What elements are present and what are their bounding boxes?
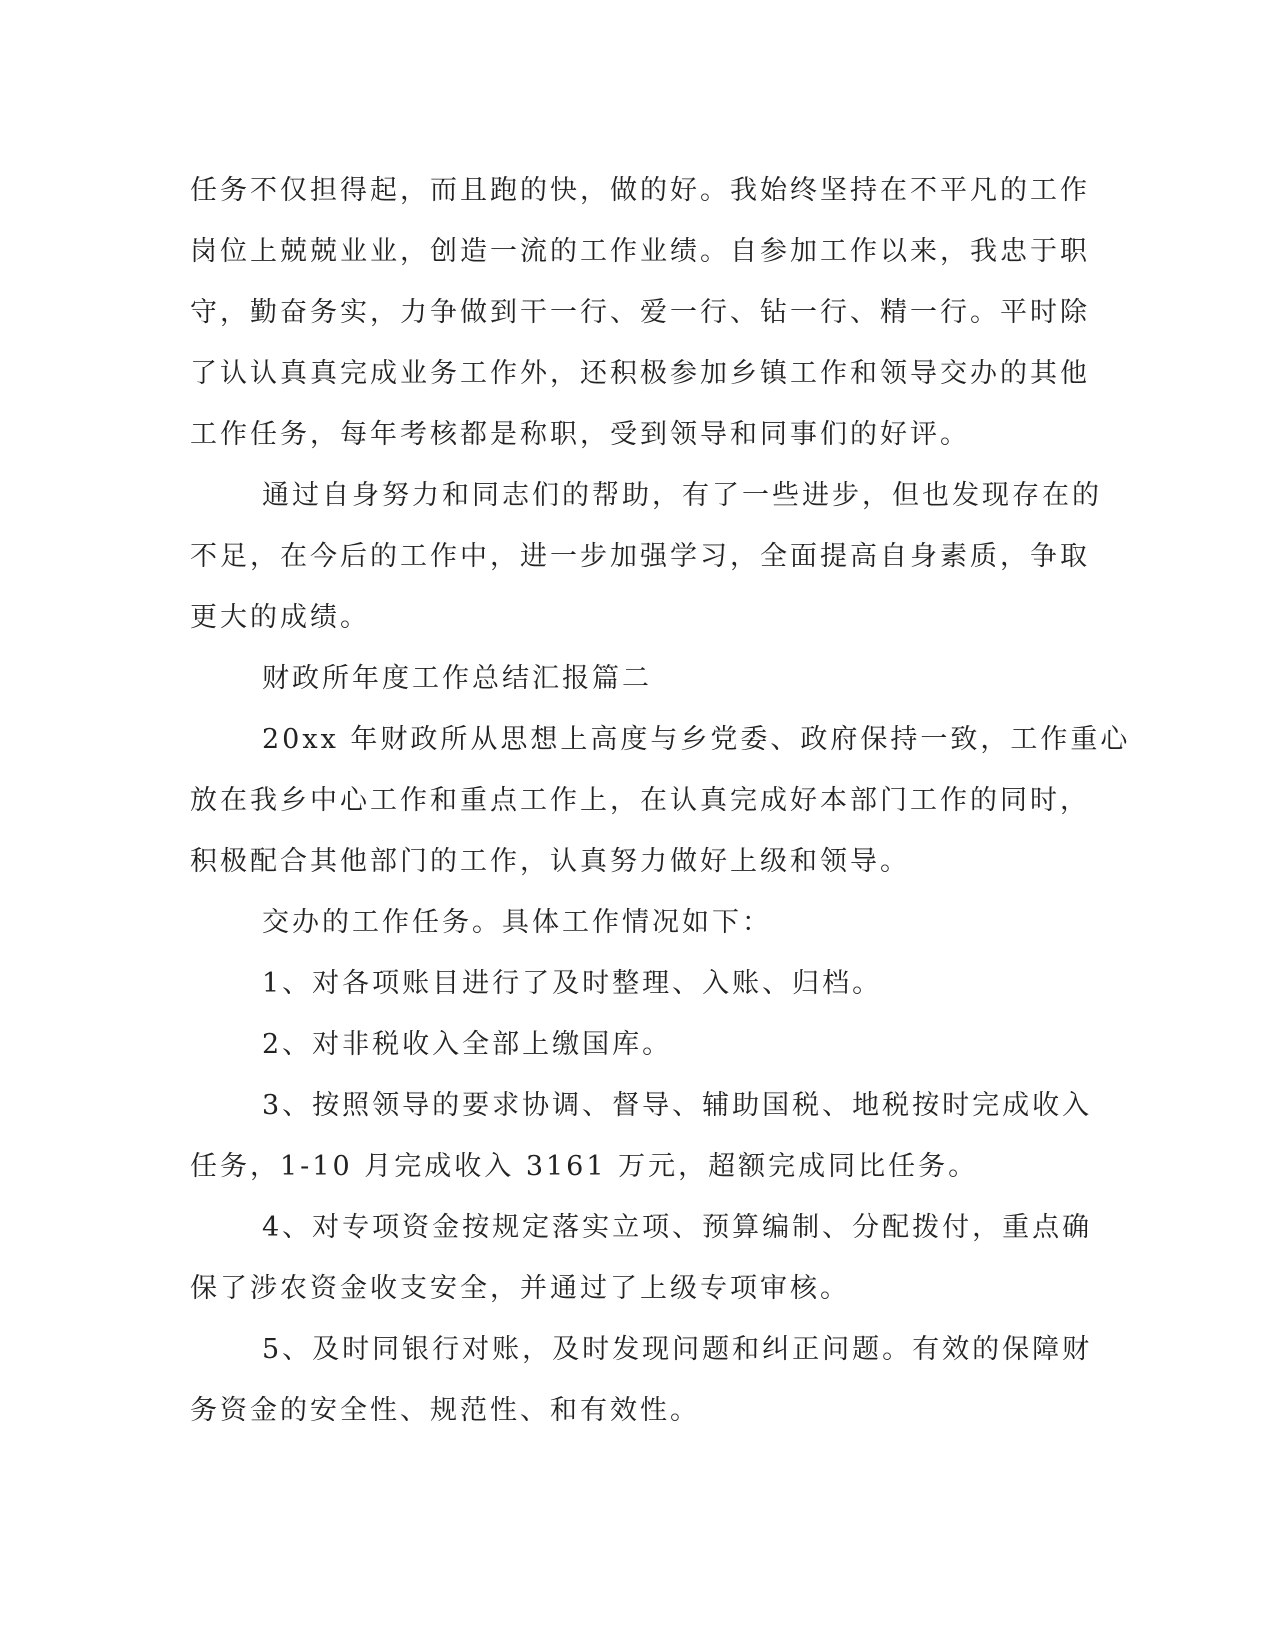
list-item-continuation: 务资金的安全性、规范性、和有效性。 — [190, 1395, 700, 1426]
paragraph-line: 积极配合其他部门的工作，认真努力做好上级和领导。 — [190, 846, 910, 877]
paragraph-line: 守，勤奋务实，力争做到干一行、爱一行、钻一行、精一行。平时除 — [190, 297, 1090, 328]
paragraph-line: 更大的成绩。 — [190, 602, 370, 633]
document-body — [190, 160, 1131, 1441]
section-heading: 财政所年度工作总结汇报篇二 — [262, 663, 652, 694]
paragraph-line: 通过自身努力和同志们的帮助，有了一些进步，但也发现存在的 — [262, 480, 1102, 511]
paragraph-line: 放在我乡中心工作和重点工作上，在认真完成好本部门工作的同时， — [190, 785, 1090, 816]
list-item: 4、对专项资金按规定落实立项、预算编制、分配拨付，重点确 — [262, 1212, 1093, 1243]
list-item-continuation: 任务，1-10 月完成收入 3161 万元，超额完成同比任务。 — [190, 1151, 979, 1182]
list-item-continuation: 保了涉农资金收支安全，并通过了上级专项审核。 — [190, 1273, 850, 1304]
paragraph-line: 岗位上兢兢业业，创造一流的工作业绩。自参加工作以来，我忠于职 — [190, 236, 1090, 267]
list-item: 5、及时同银行对账，及时发现问题和纠正问题。有效的保障财 — [262, 1334, 1093, 1365]
paragraph-line: 交办的工作任务。具体工作情况如下： — [262, 907, 772, 938]
list-item: 3、按照领导的要求协调、督导、辅助国税、地税按时完成收入 — [262, 1090, 1093, 1121]
list-item: 2、对非税收入全部上缴国库。 — [262, 1029, 673, 1060]
paragraph-line: 20xx 年财政所从思想上高度与乡党委、政府保持一致，工作重心 — [262, 724, 1131, 755]
list-item: 1、对各项账目进行了及时整理、入账、归档。 — [262, 968, 883, 999]
paragraph-line: 了认认真真完成业务工作外，还积极参加乡镇工作和领导交办的其他 — [190, 358, 1090, 389]
paragraph-line: 不足，在今后的工作中，进一步加强学习，全面提高自身素质，争取 — [190, 541, 1090, 572]
paragraph-line: 任务不仅担得起，而且跑的快，做的好。我始终坚持在不平凡的工作 — [190, 175, 1090, 206]
paragraph-line: 工作任务，每年考核都是称职，受到领导和同事们的好评。 — [190, 419, 970, 450]
